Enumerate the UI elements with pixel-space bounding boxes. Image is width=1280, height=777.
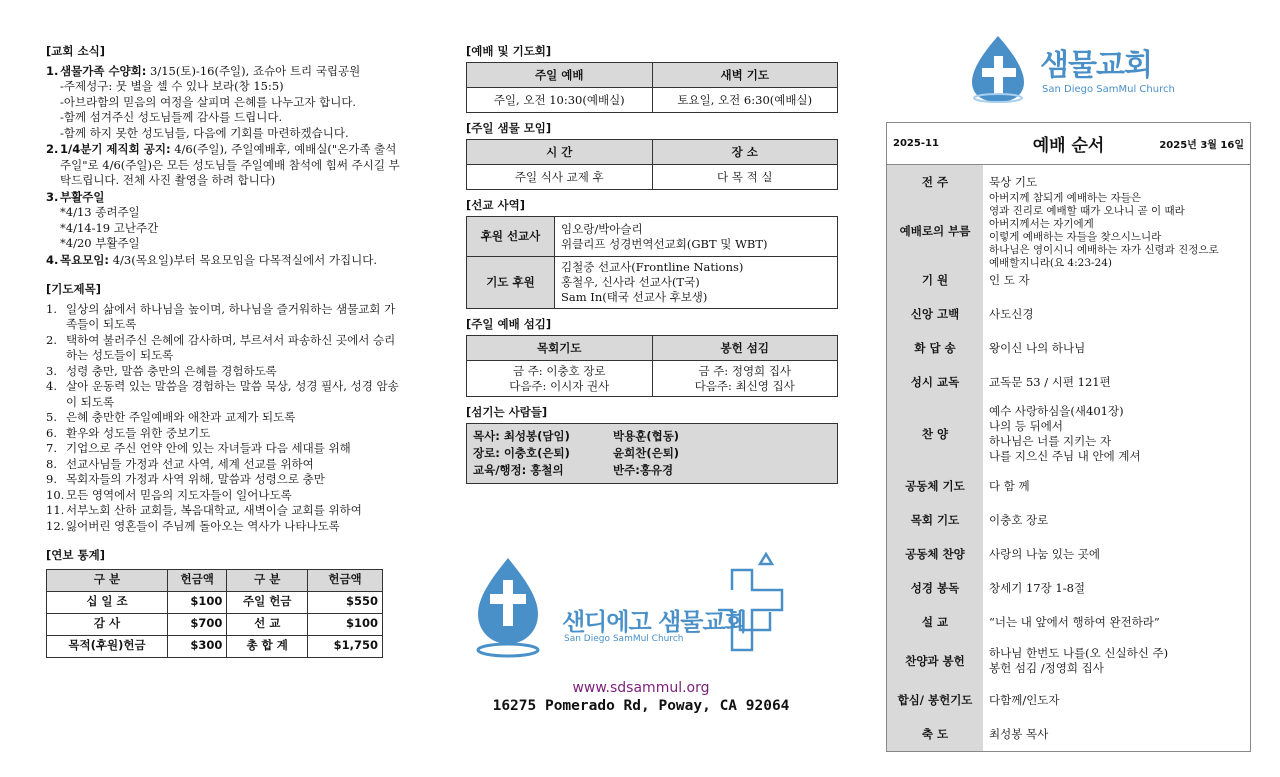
offering-amount: $700: [167, 613, 226, 635]
worship-order-value: [983, 537, 1250, 571]
worship-order-value: [983, 639, 1250, 683]
server-name: 장로: 이충호(은퇴): [473, 446, 570, 460]
service-team-table: [466, 335, 838, 397]
worship-order-header: [887, 123, 1250, 165]
bulletin-date: 2025년 3월 16일: [1159, 140, 1244, 151]
offering-row: [47, 635, 383, 657]
prayer-text: 모든 영역에서 믿음의 지도자들이 일어나도록: [66, 487, 292, 502]
service-team-title: [주일 예배 섬김]: [466, 317, 552, 331]
worship-order-value: [983, 605, 1250, 639]
worship-order-line: 묵상 기도: [989, 174, 1038, 189]
news-item-number: 2.: [46, 142, 59, 156]
service-team-line: 다음주: 이시자 권사: [509, 378, 610, 393]
servers-title: [섬기는 사람들]: [466, 405, 548, 419]
news-item-heading: 목요모임:: [60, 252, 110, 267]
logo-name: 샌디에고 샘물교회: [562, 608, 747, 636]
worship-order-row: [887, 297, 1250, 331]
prayer-item: [46, 519, 406, 535]
worship-order-value: [983, 469, 1250, 503]
offering-amount: $100: [308, 613, 383, 635]
worship-time: 주일, 오전 10:30(예배실): [467, 88, 653, 113]
news-item-text: [60, 64, 360, 80]
worship-order-lines: [989, 341, 1085, 356]
news-item-head: [46, 253, 406, 269]
prayer-item: [46, 488, 406, 504]
service-team-header: 봉헌 섬김: [652, 336, 838, 361]
worship-order-line: 예배할지니라(요 4:23-24): [989, 257, 1113, 269]
news-item-text: [60, 253, 377, 269]
prayer-title: [기도제목]: [46, 282, 101, 296]
worship-order-label: 찬 양: [887, 399, 983, 469]
worship-order-value: [983, 263, 1250, 297]
worship-order-line: 영과 진리로 예배할 때가 오나니 곧 이 때라: [989, 205, 1185, 217]
offering-category: 감 사: [47, 613, 168, 635]
meeting-value: 주일 식사 교제 후: [467, 165, 653, 190]
prayer-item: [46, 302, 406, 333]
prayer-number: 10.: [46, 487, 65, 502]
mission-line: 홍철우, 신사라 선교사(T국): [561, 275, 700, 289]
news-item-text: [60, 190, 104, 206]
offering-header: 구 분: [47, 569, 168, 591]
news-item: [46, 142, 406, 189]
church-logo-large: [470, 550, 800, 660]
servers-row: [473, 462, 831, 479]
logo-subtitle: San Diego SamMul Church: [1042, 84, 1175, 95]
church-address: 16275 Pomerado Rd, Poway, CA 92064: [492, 698, 790, 714]
logo-subtitle: San Diego SamMul Church: [564, 634, 684, 644]
news-item-heading: 샘물가족 수양회:: [60, 63, 147, 78]
service-team-header: 목회기도: [467, 336, 653, 361]
worship-order-row: [887, 605, 1250, 639]
worship-order-value: [983, 331, 1250, 365]
worship-header: 새벽 기도: [652, 63, 838, 88]
worship-order-row: [887, 683, 1250, 717]
worship-order-lines: [989, 192, 1219, 270]
worship-order-lines: [989, 615, 1160, 630]
bulletin-code: 2025-11: [893, 138, 939, 149]
service-team-line: 금 주: 정영희 집사: [698, 363, 792, 378]
news-item-detail: *4/13 종려주일: [60, 205, 140, 219]
prayer-number: 9.: [46, 472, 57, 486]
worship-order-value: [983, 717, 1250, 751]
server-name: 반주:홍유경: [613, 463, 674, 477]
worship-order-line: 최성봉 목사: [989, 726, 1049, 741]
news-title: [교회 소식]: [46, 44, 105, 58]
prayer-item: [46, 379, 406, 410]
offering-category: 선 교: [227, 613, 308, 635]
worship-order-label: 화 답 송: [887, 331, 983, 365]
worship-order-value: [983, 365, 1250, 399]
worship-order-label: 공동체 기도: [887, 469, 983, 503]
worship-order-value: [983, 399, 1250, 469]
offering-category: 목적(후원)헌금: [47, 635, 168, 657]
mission-label: 기도 후원: [467, 257, 555, 309]
prayer-text: 환우와 성도들 위한 중보기도: [66, 425, 211, 440]
prayer-text: 잃어버린 영혼들이 주님께 돌아오는 역사가 나타나도록: [66, 518, 340, 533]
worship-order-lines: [989, 581, 1085, 596]
website-link[interactable]: www.sdsammul.org: [572, 680, 710, 696]
worship-order-line: 하나님 한번도 나를(오 신실하신 주): [989, 646, 1169, 660]
worship-order-label: 목회 기도: [887, 503, 983, 537]
worship-order-line: 하나님은 너를 지키는 자: [989, 434, 1112, 448]
worship-order-line: 교독문 53 / 시편 121편: [989, 374, 1111, 389]
prayer-number: 8.: [46, 456, 57, 471]
prayer-number: 3.: [46, 363, 57, 378]
prayer-text: 목회자들의 가정과 사역 위해, 말씀과 성령으로 충만: [66, 472, 325, 486]
news-item-heading: 부활주일: [60, 189, 105, 204]
worship-order-label: 찬양과 봉헌: [887, 639, 983, 683]
mission-table: [466, 216, 838, 309]
news-item: [46, 64, 406, 142]
news-item-detail: -함께 섬겨주신 성도님들께 감사를 드립니다.: [60, 110, 283, 124]
offering-header: 헌금액: [308, 569, 383, 591]
prayer-text: 택하여 불러주신 은혜에 감사하며, 부르셔서 파송하신 곳에서 승리하는 성도들이 되도록: [66, 332, 396, 362]
mission-title: [선교 사역]: [466, 198, 525, 212]
news-item-heading: 1/4분기 제직회 공지:: [60, 142, 171, 156]
worship-order-line: 창세기 17장 1-8절: [989, 580, 1086, 595]
worship-title: [예배 및 기도회]: [466, 44, 552, 58]
news-item-detail: *4/20 부활주일: [60, 236, 140, 250]
worship-order-line: 사도신경: [989, 306, 1034, 321]
worship-order-label: 성경 봉독: [887, 571, 983, 605]
mission-line: Sam In(태국 선교사 후보생): [561, 290, 708, 304]
worship-order-line: 왕이신 나의 하나님: [989, 340, 1086, 355]
prayer-item: [46, 457, 406, 473]
prayer-number: 7.: [46, 441, 57, 455]
prayer-text: 성령 충만, 말씀 충만의 은혜를 경험하도록: [66, 363, 277, 378]
service-team-line: 다음주: 최신영 집사: [694, 378, 795, 393]
news-item-text: [60, 142, 406, 189]
prayer-text: 은혜 충만한 주일예배와 애찬과 교제가 되도록: [66, 410, 296, 424]
mission-value: [555, 257, 838, 309]
worship-order-line: 나의 등 뒤에서: [989, 419, 1063, 433]
prayer-item: [46, 426, 406, 442]
news-item-detail: -함께 하지 못한 성도님들, 다음에 기회를 마련하겠습니다.: [60, 125, 349, 140]
meeting-header: 시 간: [467, 140, 653, 165]
server-name: 목사: 최성봉(담임): [473, 429, 570, 443]
news-item-body: 4/6(주일), 주일예배후, 예배실("온가족 출석주일"로 4/6(주일)은 모든 성도님들 주일예배 참석에 힘써 주시길 부탁드립니다. 전체 사진 촬영을 하려 합니다): [60, 142, 400, 187]
worship-order-line: 나를 지으신 주님 내 안에 계셔: [989, 449, 1141, 463]
worship-order-lines: [989, 307, 1033, 322]
news-item-head: [46, 142, 406, 189]
worship-order-row: [887, 263, 1250, 297]
worship-time: 토요일, 오전 6:30(예배실): [652, 88, 838, 113]
news-item-detail: -아브라함의 믿음의 여정을 살피며 은혜를 나누고자 합니다.: [60, 94, 357, 109]
worship-order-label: 공동체 찬양: [887, 537, 983, 571]
worship-order: [886, 122, 1251, 752]
worship-order-lines: [989, 175, 1037, 190]
mission-value: [555, 217, 838, 257]
mission-label: 후원 선교사: [467, 217, 555, 257]
mission-line: 김철중 선교사(Frontline Nations): [561, 260, 744, 274]
offering-header: 헌금액: [167, 569, 226, 591]
prayer-number: 2.: [46, 332, 57, 347]
worship-order-value: [983, 192, 1250, 269]
worship-order-line: “너는 내 앞에서 행하여 완전하라”: [989, 614, 1160, 629]
prayer-item: [46, 364, 406, 380]
news-item: [46, 190, 406, 252]
worship-order-value: [983, 683, 1250, 717]
server-name: 박용훈(협동): [613, 429, 680, 443]
prayer-number: 1.: [46, 301, 57, 316]
left-column: [46, 44, 406, 658]
news-item-body: 3/15(토)-16(주일), 죠슈아 트리 국립공원: [146, 63, 361, 78]
offering-row: [47, 591, 383, 613]
servers-row: [473, 428, 831, 445]
offering-amount: $550: [308, 591, 383, 613]
prayer-number: 4.: [46, 379, 57, 393]
worship-order-label: 합심/ 봉헌기도: [887, 683, 983, 717]
worship-order-line: 봉헌 섬김 /정영희 집사: [989, 661, 1104, 675]
worship-order-row: [887, 503, 1250, 537]
worship-order-label: 기 원: [887, 263, 983, 297]
worship-order-line: 인 도 자: [989, 272, 1030, 287]
prayer-item: [46, 472, 406, 488]
prayer-text: 살아 운동력 있는 말씀을 경험하는 말씀 묵상, 성경 필사, 성경 암송이 되도록: [66, 379, 399, 409]
meeting-header: 장 소: [652, 140, 838, 165]
worship-order-line: 다 함 께: [989, 478, 1030, 493]
worship-order-lines: [989, 547, 1100, 562]
news-item-detail: -주제성구: 뭇 별을 셀 수 있나 보라(창 15:5): [60, 79, 284, 93]
worship-order-line: 이렇게 예배하는 자들을 찾으시느니라: [989, 231, 1162, 243]
prayer-text: 선교사님들 가정과 선교 사역, 세계 선교를 위하여: [66, 456, 314, 471]
worship-order-label: 성시 교독: [887, 365, 983, 399]
worship-order-title: 예배 순서: [1032, 136, 1105, 156]
prayer-item: [46, 441, 406, 457]
worship-order-row: [887, 331, 1250, 365]
water-drop-cross-icon: [966, 34, 1036, 104]
worship-order-value: [983, 297, 1250, 331]
worship-order-label: 예배로의 부름: [887, 199, 983, 263]
worship-order-list: [887, 165, 1250, 751]
servers-row: [473, 445, 831, 462]
worship-order-label: 설 교: [887, 605, 983, 639]
worship-order-value: [983, 503, 1250, 537]
offering-amount: $100: [167, 591, 226, 613]
worship-order-lines: [989, 693, 1060, 708]
offering-header: 구 분: [227, 569, 308, 591]
service-team-value: [652, 361, 838, 397]
mission-line: 임오랑/박아슬리: [561, 221, 643, 236]
news-item-body: 4/3(목요일)부터 목요모임을 다목적실에서 가집니다.: [109, 252, 377, 267]
worship-order-line: 이충호 장로: [989, 512, 1049, 527]
worship-order-row: [887, 469, 1250, 503]
stats-title: [연보 통계]: [46, 548, 105, 562]
worship-order-lines: [989, 479, 1030, 494]
worship-order-value: [983, 571, 1250, 605]
worship-order-label: 신앙 고백: [887, 297, 983, 331]
offering-category: 총 합 계: [227, 635, 308, 657]
offering-category: 십 일 조: [47, 591, 168, 613]
worship-order-lines: [989, 375, 1111, 390]
worship-order-lines: [989, 273, 1030, 288]
worship-order-line: 사랑의 나눔 있는 곳에: [989, 546, 1100, 561]
logo-name: 샘물교회: [1040, 48, 1152, 83]
news-item-head: [46, 64, 406, 80]
news-item-number: 3.: [46, 189, 59, 204]
worship-header: 주일 예배: [467, 63, 653, 88]
offering-amount: $1,750: [308, 635, 383, 657]
server-name: 윤희찬(은퇴): [613, 446, 680, 460]
prayer-item: [46, 410, 406, 426]
worship-order-row: [887, 537, 1250, 571]
prayer-number: 12.: [46, 518, 65, 533]
service-team-value: [467, 361, 653, 397]
worship-order-line: 아버지께서는 자기에게: [989, 218, 1094, 230]
prayer-text: 기업으로 주신 언약 안에 있는 자녀들과 다음 세대를 위해: [66, 441, 351, 455]
prayer-item: [46, 503, 406, 519]
worship-order-line: 다함께/인도자: [989, 692, 1060, 707]
worship-order-row: [887, 571, 1250, 605]
worship-order-lines: [989, 727, 1048, 742]
prayer-number: 6.: [46, 425, 57, 440]
worship-table: [466, 62, 838, 113]
worship-order-row: [887, 639, 1250, 683]
worship-order-lines: [989, 646, 1168, 676]
news-item: [46, 253, 406, 269]
mission-line: 위클리프 성경번역선교회(GBT 및 WBT): [561, 236, 768, 251]
servers-box: [466, 423, 838, 484]
worship-order-lines: [989, 404, 1141, 464]
news-item-number: 1.: [46, 63, 59, 78]
prayer-number: 5.: [46, 410, 57, 424]
meeting-value: 다 목 적 실: [652, 165, 838, 190]
worship-order-lines: [989, 513, 1048, 528]
worship-order-row: [887, 192, 1250, 269]
worship-order-row: [887, 365, 1250, 399]
news-item-detail: *4/14-19 고난주간: [60, 220, 159, 235]
server-name: 교육/행정: 홍철의: [473, 463, 564, 477]
worship-order-row: [887, 399, 1250, 469]
church-logo: [966, 34, 1196, 104]
prayer-list: [46, 302, 406, 535]
news-list: [46, 64, 406, 269]
meeting-table: [466, 139, 838, 190]
middle-column: [466, 44, 838, 484]
prayer-item: [46, 333, 406, 364]
worship-order-line: 하나님은 영이시니 예배하는 자가 신령과 진정으로: [989, 244, 1219, 256]
worship-order-line: 아버지께 참되게 예배하는 자들은: [989, 192, 1142, 204]
worship-order-label: 전 주: [887, 165, 983, 199]
offering-amount: $300: [167, 635, 226, 657]
worship-order-label: 축 도: [887, 717, 983, 751]
service-team-line: 금 주: 이충호 장로: [512, 363, 606, 378]
offering-row: [47, 613, 383, 635]
meeting-title: [주일 샘물 모임]: [466, 121, 552, 135]
news-item-number: 4.: [46, 252, 59, 267]
prayer-text: 일상의 삶에서 하나님을 높이며, 하나님을 즐거워하는 샘물교회 가족들이 되도록: [66, 301, 396, 331]
offering-category: 주일 헌금: [227, 591, 308, 613]
news-item-head: [46, 190, 406, 206]
prayer-number: 11.: [46, 503, 65, 517]
prayer-text: 서부노회 산하 교회들, 복음대학교, 새벽이슬 교회를 위하여: [66, 503, 362, 517]
offering-table: [46, 569, 383, 658]
worship-order-row: [887, 717, 1250, 751]
worship-order-line: 예수 사랑하심을(새401장): [989, 404, 1124, 418]
